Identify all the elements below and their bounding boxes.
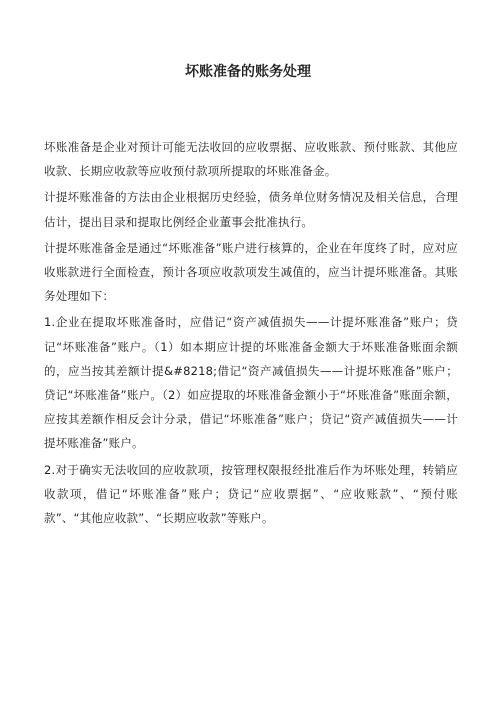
paragraph-definition: 坏账准备是企业对预计可能无法收回的应收票据、应收账款、预付账款、其他应收款、长期应收款等应收预付款项所提取的坏账准备金。 xyxy=(44,140,458,179)
paragraph-step-1: 1.企业在提取坏账准备时，应借记“资产减值损失——计提坏账准备”账户；贷记“坏账准备”账户。（1）如本期应计提的坏账准备金额大于坏账准备账面余额的，应当按其差额计提&#8218;借记“资产减值损失——计提坏账准备”账户；贷记“坏账准备”账户。（2）如应提取的坏账准备金额小于“坏账准备”账面余额，应按其差额作相反会计分录，借记“坏账准备”账户；贷记“资产减值损失——计提坏账准备”账户。 xyxy=(44,315,458,451)
paragraph-method: 计提坏账准备的方法由企业根据历史经验，债务单位财务情况及相关信息，合理估计，提出目录和提取比例经企业董事会批准执行。 xyxy=(44,190,458,229)
document-body xyxy=(44,135,458,530)
paragraph-step-2: 2.对于确实无法收回的应收款项，按管理权限报经批准后作为坏账处理，转销应收款项，借记“坏账准备”账户；贷记“应收票据”、“应收账款”、“预付账款”、“其他应收款”、“长期应收款”等账户。 xyxy=(44,462,458,526)
paragraph-account: 计提坏账准备金是通过“坏账准备”账户进行核算的，企业在年度终了时，应对应收账款进行全面检查，预计各项应收款项发生减值的，应当计提坏账准备。其账务处理如下： xyxy=(44,240,458,304)
document-title: 坏账准备的账务处理 xyxy=(185,64,311,80)
